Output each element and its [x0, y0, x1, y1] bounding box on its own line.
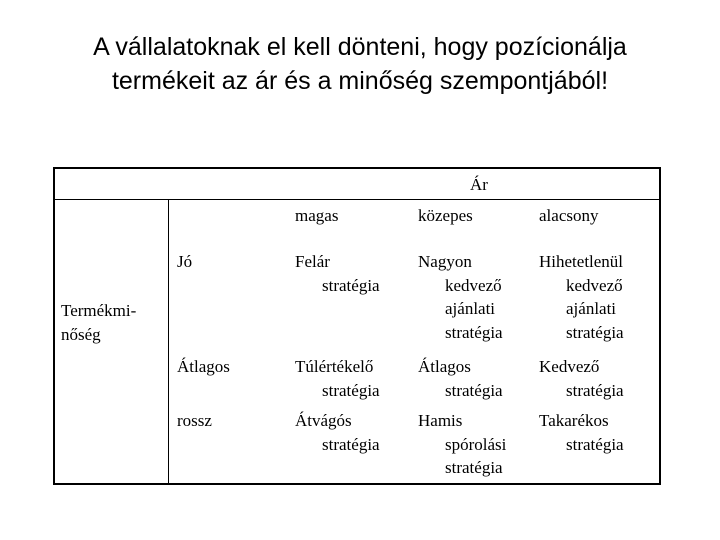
price-header: Ár — [470, 175, 488, 194]
strategy-cell-line: Átvágós — [295, 411, 352, 430]
strategy-cell — [295, 409, 380, 456]
strategy-cell-line: Felár — [295, 252, 330, 271]
table-border-right — [659, 167, 661, 485]
strategy-cell-line: spórolási — [445, 434, 507, 454]
positioning-table — [53, 167, 661, 485]
strategy-cell-line: stratégia — [322, 434, 380, 454]
strategy-cell-line: Hihetetlenül — [539, 252, 624, 271]
quality-header-line-2: nőség — [61, 324, 101, 344]
slide-title-line-2: termékeit az ár és a minőség szempontjából! — [111, 67, 609, 95]
strategy-cell-line: stratégia — [566, 434, 624, 454]
table-border-top — [53, 167, 661, 169]
quality-level: Átlagos — [177, 357, 230, 376]
slide-title-line-1: A vállalatoknak el kell dönteni, hogy pozícionálja — [93, 33, 627, 61]
price-level-high: magas — [295, 206, 339, 225]
strategy-cell — [539, 250, 624, 344]
strategy-cell — [539, 409, 624, 456]
strategy-cell — [418, 409, 506, 480]
strategy-cell-line: kedvező — [445, 275, 502, 295]
header-divider — [53, 199, 661, 200]
price-level-low: alacsony — [539, 206, 599, 225]
strategy-cell-line: Hamis — [418, 411, 463, 430]
strategy-cell-line: Átlagos — [418, 357, 471, 376]
quality-header — [61, 299, 136, 346]
strategy-cell — [539, 355, 624, 402]
slide-title — [0, 30, 720, 98]
table-border-bottom — [53, 483, 661, 485]
strategy-cell-line: Túlértékelő — [295, 357, 374, 376]
strategy-cell-line: stratégia — [445, 458, 503, 477]
strategy-cell-line: Takarékos — [539, 411, 609, 430]
quality-level: Jó — [177, 252, 193, 271]
strategy-cell — [295, 355, 380, 402]
quality-header-line-1: Termékmi- — [61, 301, 137, 320]
price-level-medium: közepes — [418, 206, 473, 225]
strategy-cell-line: stratégia — [322, 380, 380, 400]
strategy-cell — [295, 250, 380, 297]
strategy-cell — [418, 355, 503, 402]
strategy-cell-line: kedvező — [566, 275, 623, 295]
strategy-cell — [418, 250, 503, 344]
strategy-cell-line: Nagyon — [418, 252, 472, 271]
strategy-cell-line: Kedvező — [539, 357, 600, 376]
strategy-cell-line: stratégia — [445, 322, 503, 342]
quality-column-divider — [168, 200, 169, 483]
strategy-cell-line: stratégia — [445, 380, 503, 400]
table-border-left — [53, 167, 55, 485]
strategy-cell-line: stratégia — [322, 275, 380, 295]
strategy-cell-line: stratégia — [566, 380, 624, 400]
strategy-cell-line: ajánlati — [445, 299, 496, 318]
quality-level: rossz — [177, 411, 212, 430]
strategy-cell-line: ajánlati — [566, 299, 617, 318]
strategy-cell-line: stratégia — [566, 322, 624, 342]
